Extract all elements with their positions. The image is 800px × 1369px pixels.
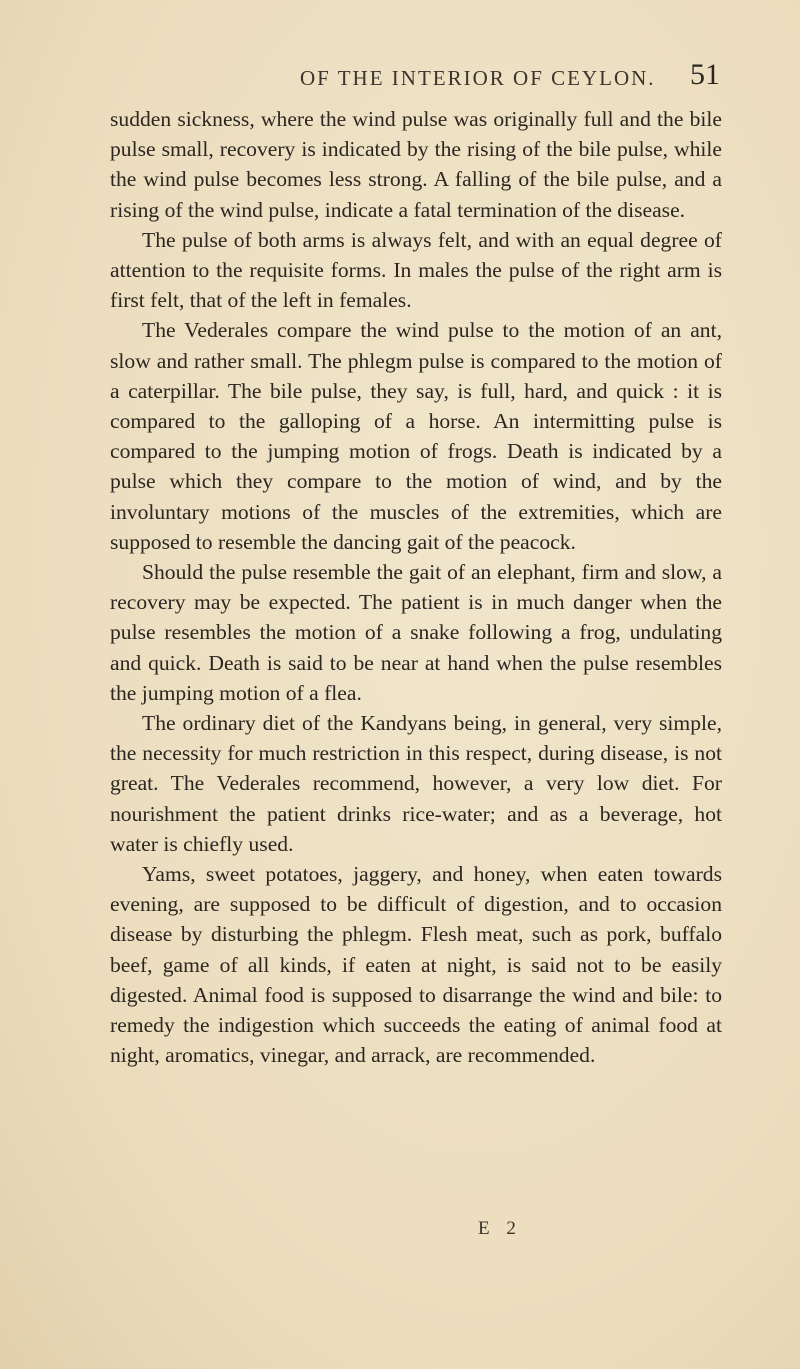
body-text (110, 104, 722, 1071)
paragraph-4: Should the pulse resemble the gait of an elephant, firm and slow, a recovery may be expected. The patient is in much danger when the pulse resembles the motion of a snake following a frog, undulating and quick. Death is said to be near at hand when the pulse resembles the jumping motion of a flea. (110, 560, 722, 705)
page-header (300, 58, 720, 98)
paragraph-6: Yams, sweet potatoes, jaggery, and honey, when eaten towards evening, are supposed to be difficult of digestion, and to occasion disease by disturbing the phlegm. Flesh meat, such as pork, buffalo beef, game of all kinds, if eaten at night, is said not to be easily digested. Animal food is supposed to disarrange the wind and bile: to remedy the indigestion which succeeds the eating of animal food at night, aromatics, vinegar, and arrack, are recommended. (110, 862, 722, 1068)
paragraph-5: The ordinary diet of the Kandyans being, in general, very simple, the necessity for much restriction in this respect, during disease, is not great. The Vederales recommend, however, a very low diet. For nourishment the patient drinks rice-water; and as a beverage, hot water is chiefly used. (110, 711, 722, 856)
running-head: OF THE INTERIOR OF CEYLON. (300, 66, 656, 90)
signature-mark: E 2 (478, 1218, 522, 1239)
page-number: 51 (690, 58, 720, 91)
paragraph-1: sudden sickness, where the wind pulse was originally full and the bile pulse small, recovery is indicated by the rising of the bile pulse, while the wind pulse becomes less strong. A falling of the bile pulse, and a rising of the wind pulse, indicate a fatal termination of the disease. (110, 107, 722, 222)
paragraph-2: The pulse of both arms is always felt, and with an equal degree of attention to the requisite forms. In males the pulse of the right arm is first felt, that of the left in females. (110, 227, 722, 313)
paragraph-3: The Vederales compare the wind pulse to the motion of an ant, slow and rather small. The phlegm pulse is compared to the motion of a caterpillar. The bile pulse, they say, is full, hard, and quick : it is compared to the galloping of a horse. An intermitting pulse is compared to the jumping motion of frogs. Death is indicated by a pulse which they compare to the motion of wind, and by the involuntary motions of the muscles of the extremities, which are supposed to resemble the dancing gait of the peacock. (110, 318, 722, 554)
